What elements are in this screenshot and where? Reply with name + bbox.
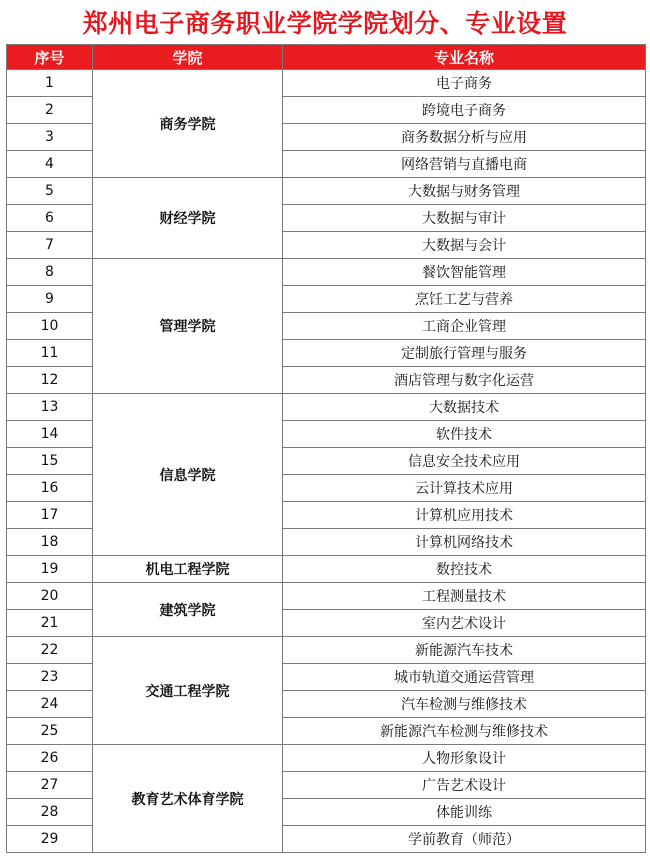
table-body	[7, 70, 646, 853]
major-name: 新能源汽车检测与维修技术	[283, 718, 646, 745]
major-name: 酒店管理与数字化运营	[283, 367, 646, 394]
row-index: 2	[7, 97, 93, 124]
major-name: 数控技术	[283, 556, 646, 583]
row-index: 6	[7, 205, 93, 232]
college-name: 机电工程学院	[93, 556, 283, 583]
major-name: 信息安全技术应用	[283, 448, 646, 475]
major-name: 商务数据分析与应用	[283, 124, 646, 151]
major-name: 大数据与财务管理	[283, 178, 646, 205]
major-name: 新能源汽车技术	[283, 637, 646, 664]
table-row	[7, 70, 646, 97]
table-row	[7, 745, 646, 772]
row-index: 7	[7, 232, 93, 259]
major-name: 定制旅行管理与服务	[283, 340, 646, 367]
header-major: 专业名称	[283, 45, 646, 70]
college-name: 管理学院	[93, 259, 283, 394]
row-index: 26	[7, 745, 93, 772]
row-index: 15	[7, 448, 93, 475]
major-name: 大数据与会计	[283, 232, 646, 259]
college-name: 财经学院	[93, 178, 283, 259]
major-name: 烹饪工艺与营养	[283, 286, 646, 313]
college-name: 信息学院	[93, 394, 283, 556]
row-index: 28	[7, 799, 93, 826]
major-name: 体能训练	[283, 799, 646, 826]
row-index: 16	[7, 475, 93, 502]
table-row	[7, 583, 646, 610]
college-name: 商务学院	[93, 70, 283, 178]
page-title: 郑州电子商务职业学院学院划分、专业设置	[82, 9, 568, 38]
row-index: 18	[7, 529, 93, 556]
major-name: 计算机应用技术	[283, 502, 646, 529]
major-name: 城市轨道交通运营管理	[283, 664, 646, 691]
row-index: 20	[7, 583, 93, 610]
college-name: 建筑学院	[93, 583, 283, 637]
table-row	[7, 556, 646, 583]
major-name: 云计算技术应用	[283, 475, 646, 502]
table-row	[7, 259, 646, 286]
header-index: 序号	[7, 45, 93, 70]
row-index: 8	[7, 259, 93, 286]
major-name: 工程测量技术	[283, 583, 646, 610]
row-index: 4	[7, 151, 93, 178]
major-name: 人物形象设计	[283, 745, 646, 772]
majors-table	[6, 44, 646, 853]
major-name: 室内艺术设计	[283, 610, 646, 637]
major-name: 餐饮智能管理	[283, 259, 646, 286]
row-index: 17	[7, 502, 93, 529]
row-index: 13	[7, 394, 93, 421]
major-name: 学前教育（师范）	[283, 826, 646, 853]
row-index: 24	[7, 691, 93, 718]
row-index: 27	[7, 772, 93, 799]
row-index: 22	[7, 637, 93, 664]
row-index: 14	[7, 421, 93, 448]
row-index: 5	[7, 178, 93, 205]
row-index: 12	[7, 367, 93, 394]
major-name: 汽车检测与维修技术	[283, 691, 646, 718]
major-name: 网络营销与直播电商	[283, 151, 646, 178]
major-name: 大数据与审计	[283, 205, 646, 232]
row-index: 23	[7, 664, 93, 691]
college-name: 教育艺术体育学院	[93, 745, 283, 853]
table-row	[7, 178, 646, 205]
table-header-row	[7, 45, 646, 70]
row-index: 1	[7, 70, 93, 97]
major-name: 大数据技术	[283, 394, 646, 421]
table-row	[7, 394, 646, 421]
major-name: 跨境电子商务	[283, 97, 646, 124]
major-name: 广告艺术设计	[283, 772, 646, 799]
major-name: 计算机网络技术	[283, 529, 646, 556]
college-name: 交通工程学院	[93, 637, 283, 745]
row-index: 3	[7, 124, 93, 151]
row-index: 29	[7, 826, 93, 853]
row-index: 11	[7, 340, 93, 367]
table-row	[7, 637, 646, 664]
major-name: 电子商务	[283, 70, 646, 97]
row-index: 21	[7, 610, 93, 637]
row-index: 9	[7, 286, 93, 313]
row-index: 19	[7, 556, 93, 583]
header-college: 学院	[93, 45, 283, 70]
row-index: 25	[7, 718, 93, 745]
major-name: 软件技术	[283, 421, 646, 448]
row-index: 10	[7, 313, 93, 340]
major-name: 工商企业管理	[283, 313, 646, 340]
